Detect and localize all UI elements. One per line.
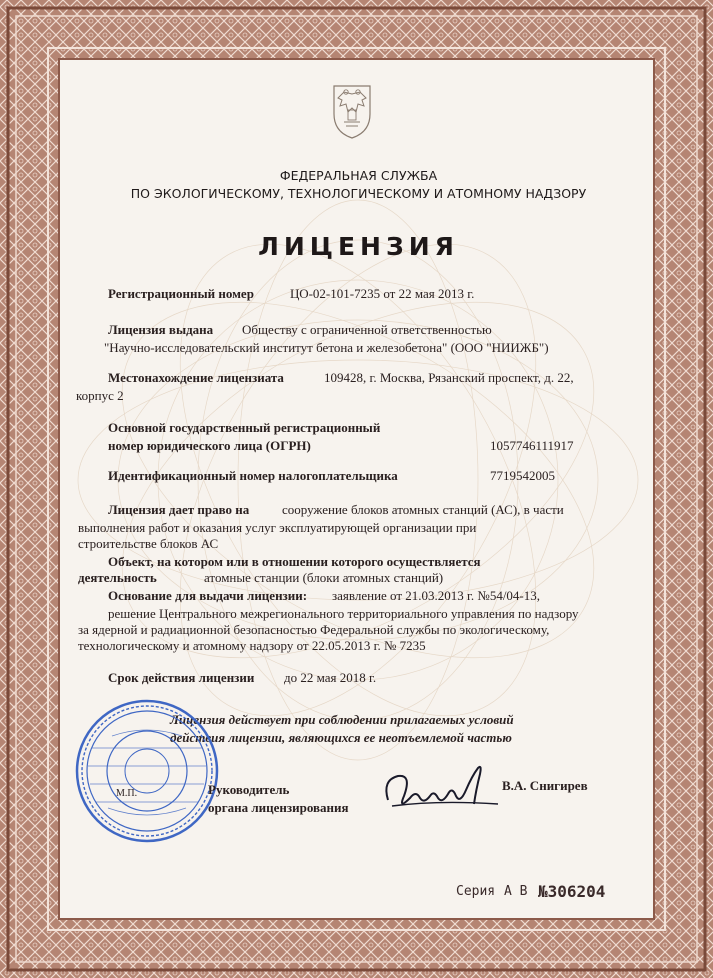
ogrn-label-line1: Основной государственный регистрационный bbox=[108, 420, 381, 435]
signer-name: В.А. Снигирев bbox=[502, 778, 588, 793]
rights-label: Лицензия дает право на bbox=[108, 502, 250, 517]
validity-label: Срок действия лицензии bbox=[108, 670, 255, 685]
rights-line1: сооружение блоков атомных станций (АС), в части bbox=[282, 502, 564, 517]
serial-prefix: Серия bbox=[456, 884, 496, 899]
issued-to-line1: Обществу с ограниченной ответственностью bbox=[242, 322, 492, 337]
ogrn-label-line2: номер юридического лица (ОГРН) bbox=[108, 438, 311, 453]
basis-line2: решение Центрального межрегионального территориального управления по надзору bbox=[108, 606, 579, 621]
object-label-line2: деятельность bbox=[78, 570, 157, 585]
basis-line3: за ядерной и радиационной безопасностью Федеральной службы по экологическому, bbox=[78, 622, 550, 637]
serial-series: А В bbox=[504, 884, 528, 899]
ogrn-value: 1057746111917 bbox=[490, 438, 574, 453]
issued-to-line2: "Научно-исследовательский институт бетона и железобетона" (ООО "НИИЖБ") bbox=[104, 340, 549, 355]
rights-line2: выполнения работ и оказания услуг эксплуатирующей организации при bbox=[78, 520, 477, 535]
rights-line3: строительстве блоков АС bbox=[78, 536, 219, 551]
issued-to-label: Лицензия выдана bbox=[108, 322, 214, 337]
registration-label: Регистрационный номер bbox=[108, 286, 254, 301]
inn-value: 7719542005 bbox=[490, 468, 555, 483]
object-label-line1: Объект, на котором или в отношении которого осуществляется bbox=[108, 554, 481, 569]
object-value: атомные станции (блоки атомных станций) bbox=[204, 570, 444, 585]
basis-line1: заявление от 21.03.2013 г. №54/04-13, bbox=[332, 588, 541, 603]
agency-name-line2: ПО ЭКОЛОГИЧЕСКОМУ, ТЕХНОЛОГИЧЕСКОМУ И АТОМНОМУ НАДЗОРУ bbox=[130, 186, 587, 201]
conditions-line2: действия лицензии, являющихся ее неотъемлемой частью bbox=[170, 730, 512, 745]
basis-label: Основание для выдачи лицензии: bbox=[108, 588, 308, 603]
inn-label: Идентификационный номер налогоплательщика bbox=[108, 468, 398, 483]
conditions-line1: Лицензия действует при соблюдении прилагаемых условий bbox=[170, 712, 514, 727]
signer-role-line2: органа лицензирования bbox=[208, 800, 349, 815]
registration-value: ЦО-02-101-7235 от 22 мая 2013 г. bbox=[290, 286, 475, 301]
location-line1: 109428, г. Москва, Рязанский проспект, д. 22, bbox=[324, 370, 574, 385]
validity-value: до 22 мая 2018 г. bbox=[284, 670, 377, 685]
agency-name-line1: ФЕДЕРАЛЬНАЯ СЛУЖБА bbox=[279, 168, 438, 183]
stamp-mark: М.П. bbox=[116, 788, 138, 799]
document-body bbox=[58, 58, 655, 920]
basis-line4: технологическому и атомному надзору от 22.05.2013 г. № 7235 bbox=[78, 638, 426, 653]
location-label: Местонахождение лицензиата bbox=[108, 370, 284, 385]
coat-of-arms-icon bbox=[322, 80, 382, 142]
handwritten-signature bbox=[378, 760, 508, 816]
official-stamp bbox=[72, 696, 222, 846]
location-line2: корпус 2 bbox=[76, 388, 124, 403]
document-title: ЛИЦЕНЗИЯ bbox=[258, 232, 459, 261]
signer-role-line1: Руководитель bbox=[208, 782, 290, 797]
serial-number: №306204 bbox=[538, 882, 606, 901]
